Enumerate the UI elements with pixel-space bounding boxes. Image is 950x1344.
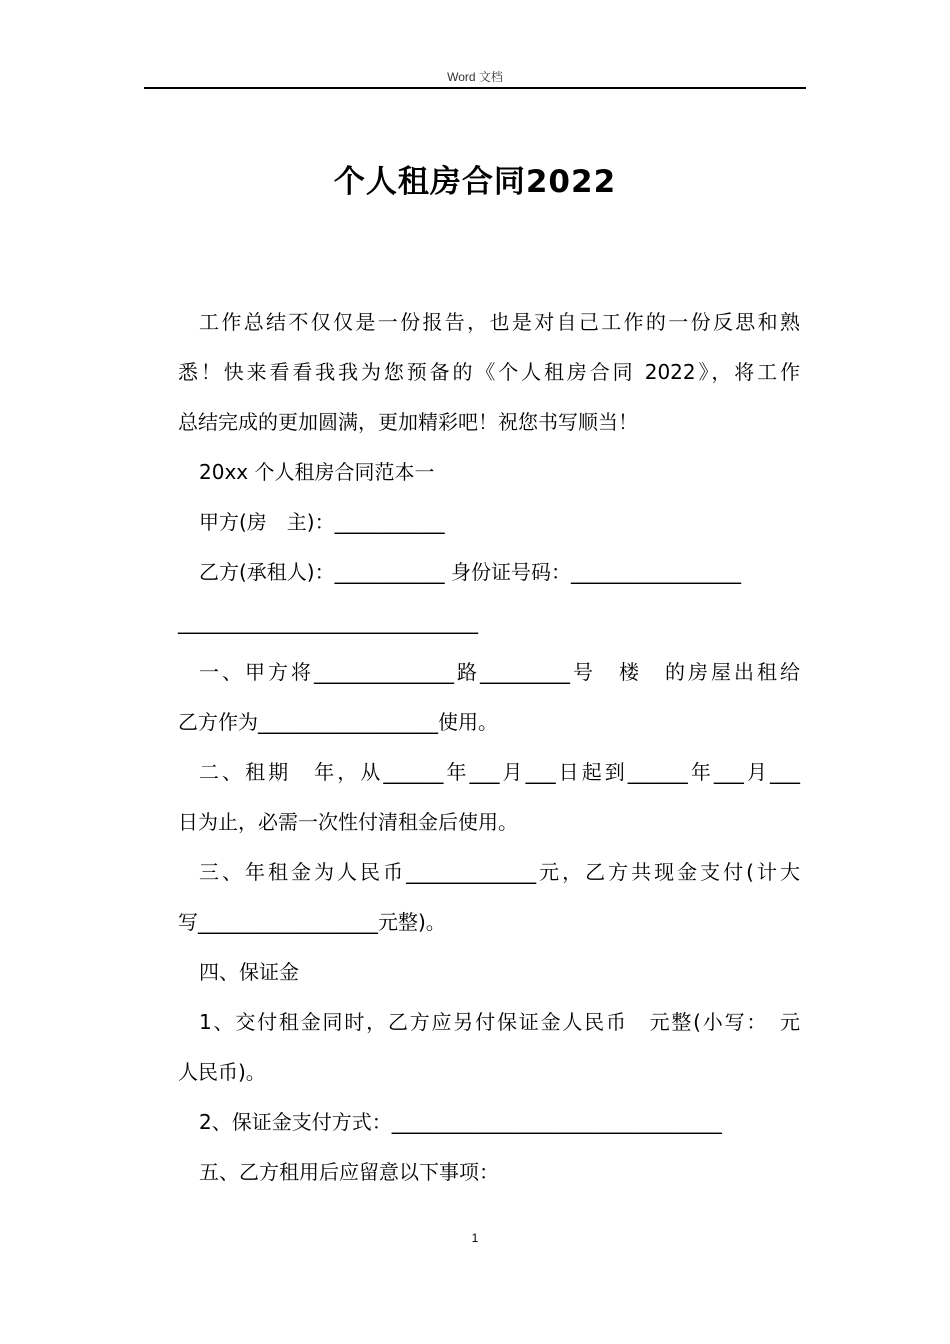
intro-paragraph-line-3: 总结完成的更加圆满，更加精彩吧！祝您书写顺当！ bbox=[178, 410, 638, 434]
clause-4-2: 2、保证金支付方式：_________________________________ bbox=[199, 1110, 722, 1134]
clause-1-line-1: 一、甲方将______________路_________号 楼 的房屋出租给 bbox=[199, 660, 800, 684]
clause-4-heading: 四、保证金 bbox=[199, 960, 299, 984]
clause-1-line-2: 乙方作为__________________使用。 bbox=[178, 710, 498, 734]
page-number: 1 bbox=[471, 1231, 479, 1245]
clause-2-line-1: 二、租期 年，从______年___月___日起到______年___月___ bbox=[199, 760, 800, 784]
sample-title: 20xx 个人租房合同范本一 bbox=[199, 460, 435, 484]
document-title: 个人租房合同2022 bbox=[333, 164, 617, 200]
clause-3-line-2: 写__________________元整)。 bbox=[178, 910, 446, 934]
page-header: Word 文档 bbox=[447, 70, 503, 84]
header-rule bbox=[144, 87, 806, 89]
clause-5-heading: 五、乙方租用后应留意以下事项： bbox=[199, 1160, 499, 1184]
intro-paragraph-line-2: 悉！快来看看我我为您预备的《个人租房合同 2022》，将工作 bbox=[178, 360, 800, 384]
document-body bbox=[178, 297, 800, 1197]
clause-4-1-line-2: 人民币)。 bbox=[178, 1060, 266, 1084]
clause-3-line-1: 三、年租金为人民币_____________元，乙方共现金支付(计大 bbox=[199, 860, 800, 884]
clause-4-1-line-1: 1、交付租金同时，乙方应另付保证金人民币 元整(小写： 元 bbox=[199, 1010, 800, 1034]
clause-2-line-2: 日为止，必需一次性付清租金后使用。 bbox=[178, 810, 518, 834]
intro-paragraph-line-1: 工作总结不仅仅是一份报告，也是对自己工作的一份反思和熟 bbox=[199, 310, 800, 334]
party-b-continuation: ______________________________ bbox=[178, 610, 478, 634]
party-a-line: 甲方(房 主)：___________ bbox=[199, 510, 445, 534]
party-b-line: 乙方(承租人)：___________ 身份证号码：_________________ bbox=[199, 560, 741, 584]
